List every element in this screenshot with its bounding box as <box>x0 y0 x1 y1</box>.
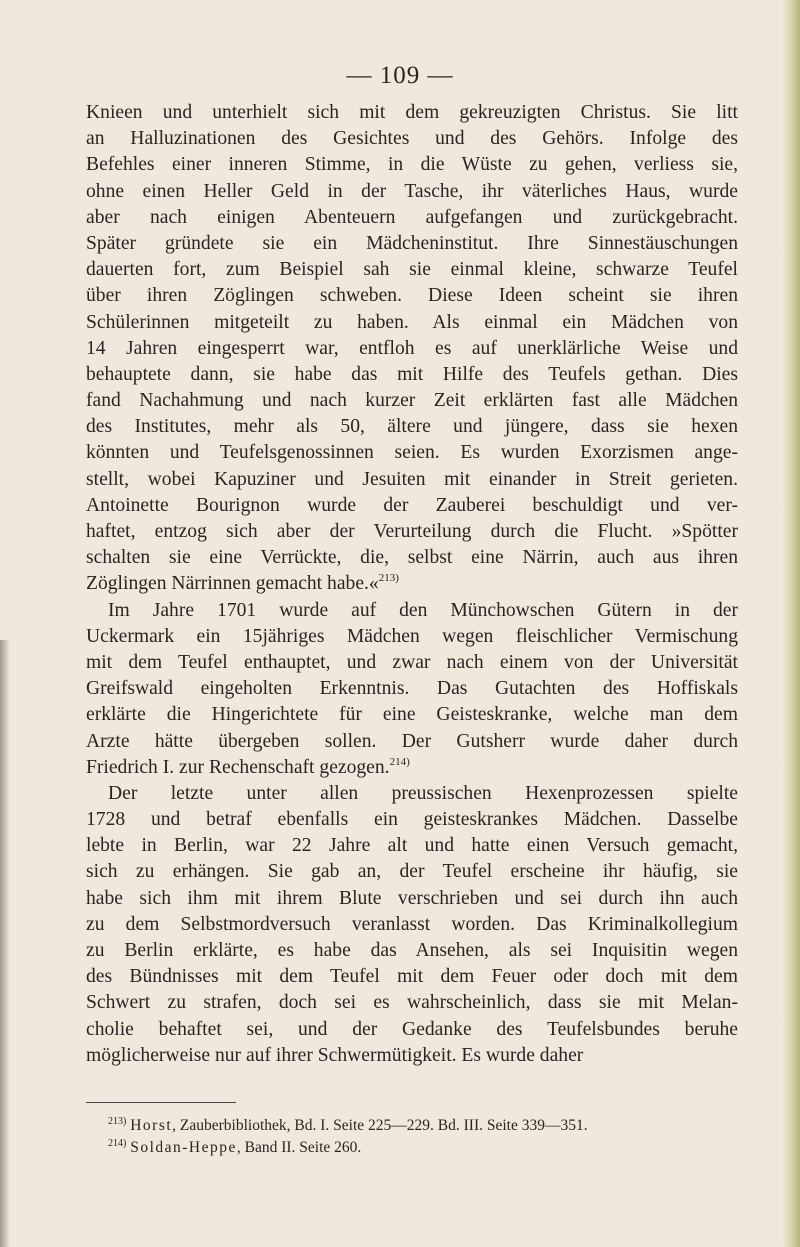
text-line: möglicherweise nur auf ihrer Schwermütigkeit. Es wurde daher <box>86 1044 584 1066</box>
text-line: Im Jahre 1701 wurde auf den Münchowschen Gütern in der <box>108 599 738 621</box>
footnote-213 <box>86 1115 746 1137</box>
text-line: Später gründete sie ein Mädcheninstitut. Ihre Sinnestäuschungen <box>86 232 738 254</box>
text-line: Antoinette Bourignon wurde der Zauberei beschuldigt und ver- <box>86 494 738 516</box>
footnote-ref-214: 214) <box>389 755 410 768</box>
footnote-text: , Zauberbibliothek, Bd. I. Seite 225—229. Bd. III. Seite 339—351. <box>172 1117 588 1134</box>
footnote-ref-213: 213) <box>378 572 399 585</box>
text-line: lebte in Berlin, war 22 Jahre alt und hatte einen Versuch gemacht, <box>86 835 738 857</box>
text-line: Arzte hätte übergeben sollen. Der Gutsherr wurde daher durch <box>86 730 738 752</box>
text-line: zu dem Selbstmordversuch veranlasst worden. Das Kriminalkollegium <box>86 913 738 935</box>
text-line: Uckermark ein 15jähriges Mädchen wegen fleischlicher Vermischung <box>86 625 738 647</box>
text-line: könnten und Teufelsgenossinnen seien. Es wurden Exorzismen ange- <box>86 442 738 464</box>
footnote-author: Horst <box>130 1117 173 1134</box>
text-line: haftet, entzog sich aber der Verurteilung durch die Flucht. »Spötter <box>86 521 738 542</box>
body-text <box>86 100 738 1069</box>
text-line: fand Nachahmung und nach kurzer Zeit erklärten fast alle Mädchen <box>86 390 738 412</box>
text-line: cholie behaftet sei, und der Gedanke des Teufelsbundes beruhe <box>86 1018 738 1040</box>
text-line: sich zu erhängen. Sie gab an, der Teufel erscheine ihr häufig, sie <box>86 861 738 883</box>
text-line: mit dem Teufel enthauptet, und zwar nach einem von der Universität <box>86 651 738 673</box>
page-number: — 109 — <box>346 62 454 89</box>
text-line: ohne einen Heller Geld in der Tasche, ihr väterliches Haus, wurde <box>86 180 738 202</box>
text-line: habe sich ihm mit ihrem Blute verschrieben und sei durch ihn auch <box>86 887 738 909</box>
text-line: Schwert zu strafen, doch sei es wahrscheinlich, dass sie mit Melan- <box>86 992 738 1014</box>
footnotes <box>86 1115 746 1159</box>
text-line: des Bündnisses mit dem Teufel mit dem Feuer oder doch mit dem <box>86 966 738 988</box>
text-line: des Institutes, mehr als 50, ältere und jüngere, dass sie hexen <box>86 416 738 438</box>
text-line: stellt, wobei Kapuziner und Jesuiten mit einander in Streit gerieten. <box>86 468 738 490</box>
page-binding-shadow <box>0 640 10 1247</box>
text-line-with-note <box>86 571 738 597</box>
text-line: erklärte die Hingerichtete für eine Geisteskranke, welche man dem <box>86 704 738 726</box>
text-line: Friedrich I. zur Rechenschaft gezogen. <box>86 756 390 778</box>
footnote-214 <box>86 1137 746 1159</box>
text-line: Schülerinnen mitgeteilt zu haben. Als einmal ein Mädchen von <box>86 311 738 333</box>
text-line: zu Berlin erklärte, es habe das Ansehen, als sei Inquisitin wegen <box>86 940 738 961</box>
text-line: 1728 und betraf ebenfalls ein geisteskrankes Mädchen. Dasselbe <box>86 809 738 831</box>
text-line: schalten sie eine Verrückte, die, selbst eine Närrin, auch aus ihren <box>86 547 738 569</box>
footnote-divider <box>86 1102 236 1103</box>
text-line: dauerten fort, zum Beispiel sah sie einmal kleine, schwarze Teufel <box>86 259 738 281</box>
footnote-author: Soldan-Heppe <box>130 1139 237 1156</box>
page-edge-shadow <box>782 0 800 1247</box>
text-line: Der letzte unter allen preussischen Hexenprozessen spielte <box>108 782 738 804</box>
text-line: über ihren Zöglingen schweben. Diese Ideen scheint sie ihren <box>86 285 738 307</box>
text-line: 14 Jahren eingesperrt war, entfloh es auf unerklärliche Weise und <box>86 337 738 359</box>
footnote-number: 214) <box>108 1138 127 1149</box>
text-line: Greifswald eingeholten Erkenntnis. Das Gutachten des Hoffiskals <box>86 678 738 700</box>
footnote-text: , Band II. Seite 260. <box>236 1139 362 1156</box>
text-line: an Halluzinationen des Gesichtes und des Gehörs. Infolge des <box>86 128 738 150</box>
footnote-number: 213) <box>108 1116 127 1127</box>
text-line: aber nach einigen Abenteuern aufgefangen und zurückgebracht. <box>86 206 738 228</box>
text-line: behauptete dann, sie habe das mit Hilfe des Teufels gethan. Dies <box>86 363 738 385</box>
text-line: Zöglingen Närrinnen gemacht habe.« <box>86 573 379 595</box>
text-line-with-note <box>86 755 738 781</box>
text-line: Knieen und unterhielt sich mit dem gekreuzigten Christus. Sie litt <box>86 102 738 123</box>
text-line: Befehles einer inneren Stimme, in die Wüste zu gehen, verliess sie, <box>86 154 738 176</box>
